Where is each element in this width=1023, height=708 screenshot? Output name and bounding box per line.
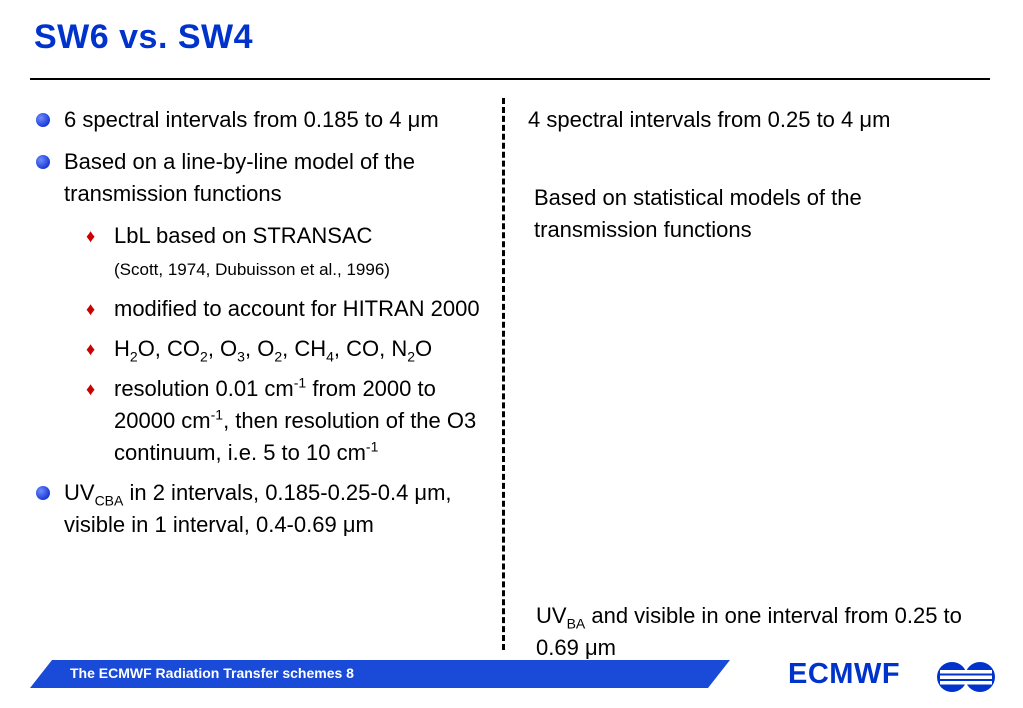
title-divider [30,78,990,80]
right-statistical-models: Based on statistical models of the transmission functions [534,185,862,242]
diamond-bullet-icon: ♦ [86,226,96,246]
sub-bullet-resolution: ♦ resolution 0.01 $cm^{-1}$ from 2000 to 20000 $cm^{-1}$, then resolution of the O3 continuum, i.e. 5 to 10 $cm^{-1}$ [86,374,477,465]
ecmwf-brand: ECMWF [788,658,901,690]
sub-bullet-gases: ♦ $H_2O$, $CO_2$, $O_3$, $O_2$, $CH_4$, CO, $N_2O$ [36,333,500,365]
bullet-icon [36,155,50,169]
sub-bullet-hitran: ♦ modified to account for HITRAN 2000 [36,293,500,325]
reference-text: (Scott, 1974, Dubuisson et al., 1996) [114,260,390,279]
bullet-uv-intervals: $UV_{CBA}$ in 2 intervals, 0.185-0.25-0.4 μm, visible in 1 interval, 0.4-0.69 μm [36,477,500,541]
diamond-bullet-icon: ♦ [86,339,96,359]
bullet-line-by-line: Based on a line-by-line model of the transmission functions [36,146,500,210]
right-uv-visible: $UV_{BA}$ and visible in one interval from 0.25 to 0.69 μm [536,603,962,660]
left-column [36,104,500,551]
diamond-bullet-icon: ♦ [86,299,96,319]
bullet-icon [36,113,50,127]
right-spectral-intervals: 4 spectral intervals from 0.25 to 4 μm [528,107,891,132]
diamond-bullet-icon: ♦ [86,379,96,399]
ecmwf-logo-icon [936,657,996,697]
bullet-spectral-intervals: 6 spectral intervals from 0.185 to 4 μm [36,104,500,136]
sub-bullet-lbl: ♦ LbL based on STRANSAC (Scott, 1974, Dubuisson et al., 1996) [36,220,500,285]
column-divider [502,98,505,650]
page-title: SW6 vs. SW4 [34,18,254,56]
footer-text: The ECMWF Radiation Transfer schemes 8 [70,665,354,681]
bullet-icon [36,486,50,500]
